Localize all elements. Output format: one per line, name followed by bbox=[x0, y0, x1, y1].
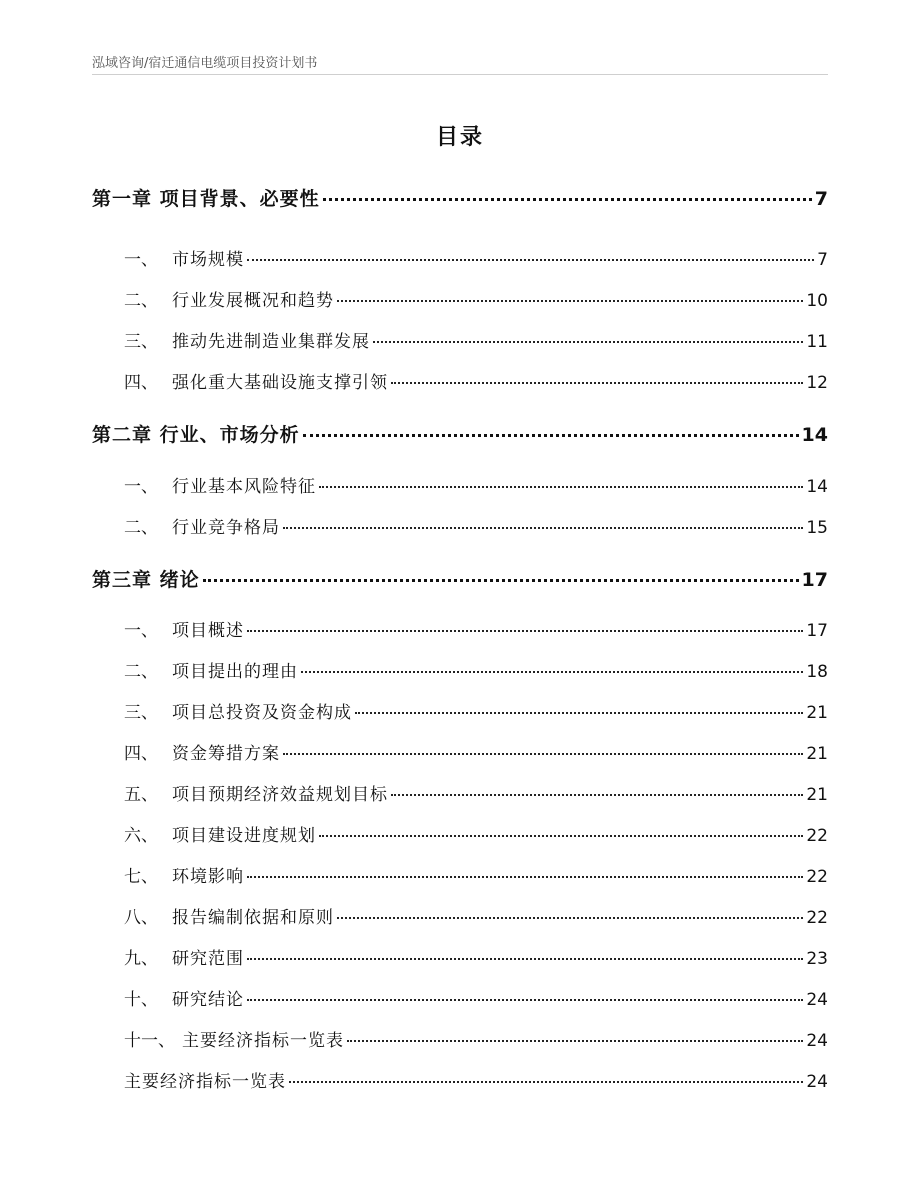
toc-page-number: 14 bbox=[801, 424, 828, 446]
toc-entry-number: 十一、 bbox=[124, 1031, 175, 1051]
toc-page-number: 17 bbox=[806, 621, 828, 641]
toc-entry-number: 四、 bbox=[124, 744, 158, 764]
toc-chapter-entry[interactable] bbox=[92, 420, 828, 447]
toc-entry-label: 项目建设进度规划 bbox=[172, 826, 316, 846]
toc-dot-leader bbox=[247, 958, 803, 960]
toc-entry-number: 十、 bbox=[124, 990, 158, 1010]
header-text: 泓域咨询/宿迁通信电缆项目投资计划书 bbox=[92, 56, 318, 71]
toc-entry-label: 行业发展概况和趋势 bbox=[172, 291, 334, 311]
toc-dot-leader bbox=[247, 876, 803, 878]
toc-page-number: 24 bbox=[806, 1031, 828, 1051]
toc-section-entry[interactable] bbox=[124, 657, 828, 682]
toc-page-number: 23 bbox=[806, 949, 828, 969]
toc-entry-label: 市场规模 bbox=[172, 250, 244, 270]
toc-dot-leader bbox=[247, 630, 803, 632]
toc-page-number: 15 bbox=[806, 518, 828, 538]
toc-dot-leader bbox=[355, 712, 803, 714]
toc-section-entry[interactable] bbox=[124, 368, 828, 393]
toc-entry-number: 五、 bbox=[124, 785, 158, 805]
toc-section-entry[interactable] bbox=[124, 327, 828, 352]
toc-dot-leader bbox=[301, 671, 803, 673]
toc-dot-leader bbox=[337, 917, 803, 919]
toc-entry-number: 二、 bbox=[124, 291, 158, 311]
toc-dot-leader bbox=[319, 835, 803, 837]
toc-entry-label: 环境影响 bbox=[172, 867, 244, 887]
toc-page-number: 14 bbox=[806, 477, 828, 497]
toc-entry-number: 三、 bbox=[124, 332, 158, 352]
toc-section-entry[interactable] bbox=[124, 245, 828, 270]
toc-section-entry[interactable] bbox=[124, 698, 828, 723]
toc-dot-leader bbox=[303, 434, 799, 437]
toc-entry-label: 第一章 项目背景、必要性 bbox=[92, 188, 320, 210]
toc-page-number: 22 bbox=[806, 867, 828, 887]
toc-dot-leader bbox=[319, 486, 803, 488]
toc-section-entry[interactable] bbox=[124, 513, 828, 538]
toc-entry-label: 第三章 绪论 bbox=[92, 569, 200, 591]
toc-dot-leader bbox=[323, 198, 812, 201]
toc-section-entry[interactable] bbox=[124, 821, 828, 846]
toc-section-entry[interactable] bbox=[124, 472, 828, 497]
toc-dot-leader bbox=[347, 1040, 803, 1042]
toc-dot-leader bbox=[391, 794, 803, 796]
toc-section-entry[interactable] bbox=[124, 862, 828, 887]
toc-entry-label: 行业基本风险特征 bbox=[172, 477, 316, 497]
toc-entry-label: 资金筹措方案 bbox=[172, 744, 280, 764]
toc-dot-leader bbox=[247, 259, 814, 261]
toc-page-number: 18 bbox=[806, 662, 828, 682]
toc-section-entry[interactable] bbox=[124, 739, 828, 764]
toc-entry-number: 三、 bbox=[124, 703, 158, 723]
toc-entry-label: 研究范围 bbox=[172, 949, 244, 969]
toc-entry-number: 六、 bbox=[124, 826, 158, 846]
toc-section-entry[interactable] bbox=[124, 1067, 828, 1092]
toc-entry-number: 八、 bbox=[124, 908, 158, 928]
toc-entry-label: 主要经济指标一览表 bbox=[182, 1031, 344, 1051]
toc-page-number: 22 bbox=[806, 908, 828, 928]
toc-dot-leader bbox=[373, 341, 803, 343]
toc-page-number: 7 bbox=[817, 250, 828, 270]
toc-entry-label: 强化重大基础设施支撑引领 bbox=[172, 373, 388, 393]
toc-page-number: 24 bbox=[806, 990, 828, 1010]
toc-page-number: 7 bbox=[814, 188, 828, 210]
toc-page-number: 21 bbox=[806, 785, 828, 805]
toc-section-entry[interactable] bbox=[124, 903, 828, 928]
toc-dot-leader bbox=[247, 999, 803, 1001]
toc-dot-leader bbox=[283, 527, 803, 529]
toc-entry-label: 项目总投资及资金构成 bbox=[172, 703, 352, 723]
toc-page-number: 12 bbox=[806, 373, 828, 393]
toc-entry-label: 报告编制依据和原则 bbox=[172, 908, 334, 928]
toc-dot-leader bbox=[391, 382, 803, 384]
toc-entry-label: 研究结论 bbox=[172, 990, 244, 1010]
toc-dot-leader bbox=[337, 300, 803, 302]
toc-entry-number: 四、 bbox=[124, 373, 158, 393]
toc-entry-label: 项目提出的理由 bbox=[172, 662, 298, 682]
toc-title: 目录 bbox=[435, 125, 484, 150]
toc-dot-leader bbox=[289, 1081, 803, 1083]
toc-entry-label: 主要经济指标一览表 bbox=[124, 1072, 286, 1092]
toc-entry-number: 七、 bbox=[124, 867, 158, 887]
toc-section-entry[interactable] bbox=[124, 616, 828, 641]
toc-section-entry[interactable] bbox=[124, 780, 828, 805]
toc-entry-number: 一、 bbox=[124, 621, 158, 641]
toc-page-number: 21 bbox=[806, 703, 828, 723]
toc-section-entry[interactable] bbox=[124, 944, 828, 969]
toc-section-entry[interactable] bbox=[124, 286, 828, 311]
toc-page-number: 17 bbox=[801, 569, 828, 591]
toc-entry-label: 第二章 行业、市场分析 bbox=[92, 424, 300, 446]
toc-entry-label: 推动先进制造业集群发展 bbox=[172, 332, 370, 352]
toc-entry-number: 一、 bbox=[124, 250, 158, 270]
toc-entry-number: 九、 bbox=[124, 949, 158, 969]
toc-page-number: 10 bbox=[806, 291, 828, 311]
toc-entry-label: 项目概述 bbox=[172, 621, 244, 641]
toc-page-number: 24 bbox=[806, 1072, 828, 1092]
toc-chapter-entry[interactable] bbox=[92, 565, 828, 592]
toc-page-number: 22 bbox=[806, 826, 828, 846]
toc-entry-number: 二、 bbox=[124, 518, 158, 538]
toc-entry-label: 项目预期经济效益规划目标 bbox=[172, 785, 388, 805]
toc-page-number: 11 bbox=[806, 332, 828, 352]
toc-page-number: 21 bbox=[806, 744, 828, 764]
toc-chapter-entry[interactable] bbox=[92, 184, 828, 211]
toc-entry-label: 行业竞争格局 bbox=[172, 518, 280, 538]
toc-entry-number: 二、 bbox=[124, 662, 158, 682]
toc-dot-leader bbox=[203, 579, 799, 582]
toc-dot-leader bbox=[283, 753, 803, 755]
toc-section-entry[interactable] bbox=[124, 1026, 828, 1051]
toc-entry-number: 一、 bbox=[124, 477, 158, 497]
toc-section-entry[interactable] bbox=[124, 985, 828, 1010]
